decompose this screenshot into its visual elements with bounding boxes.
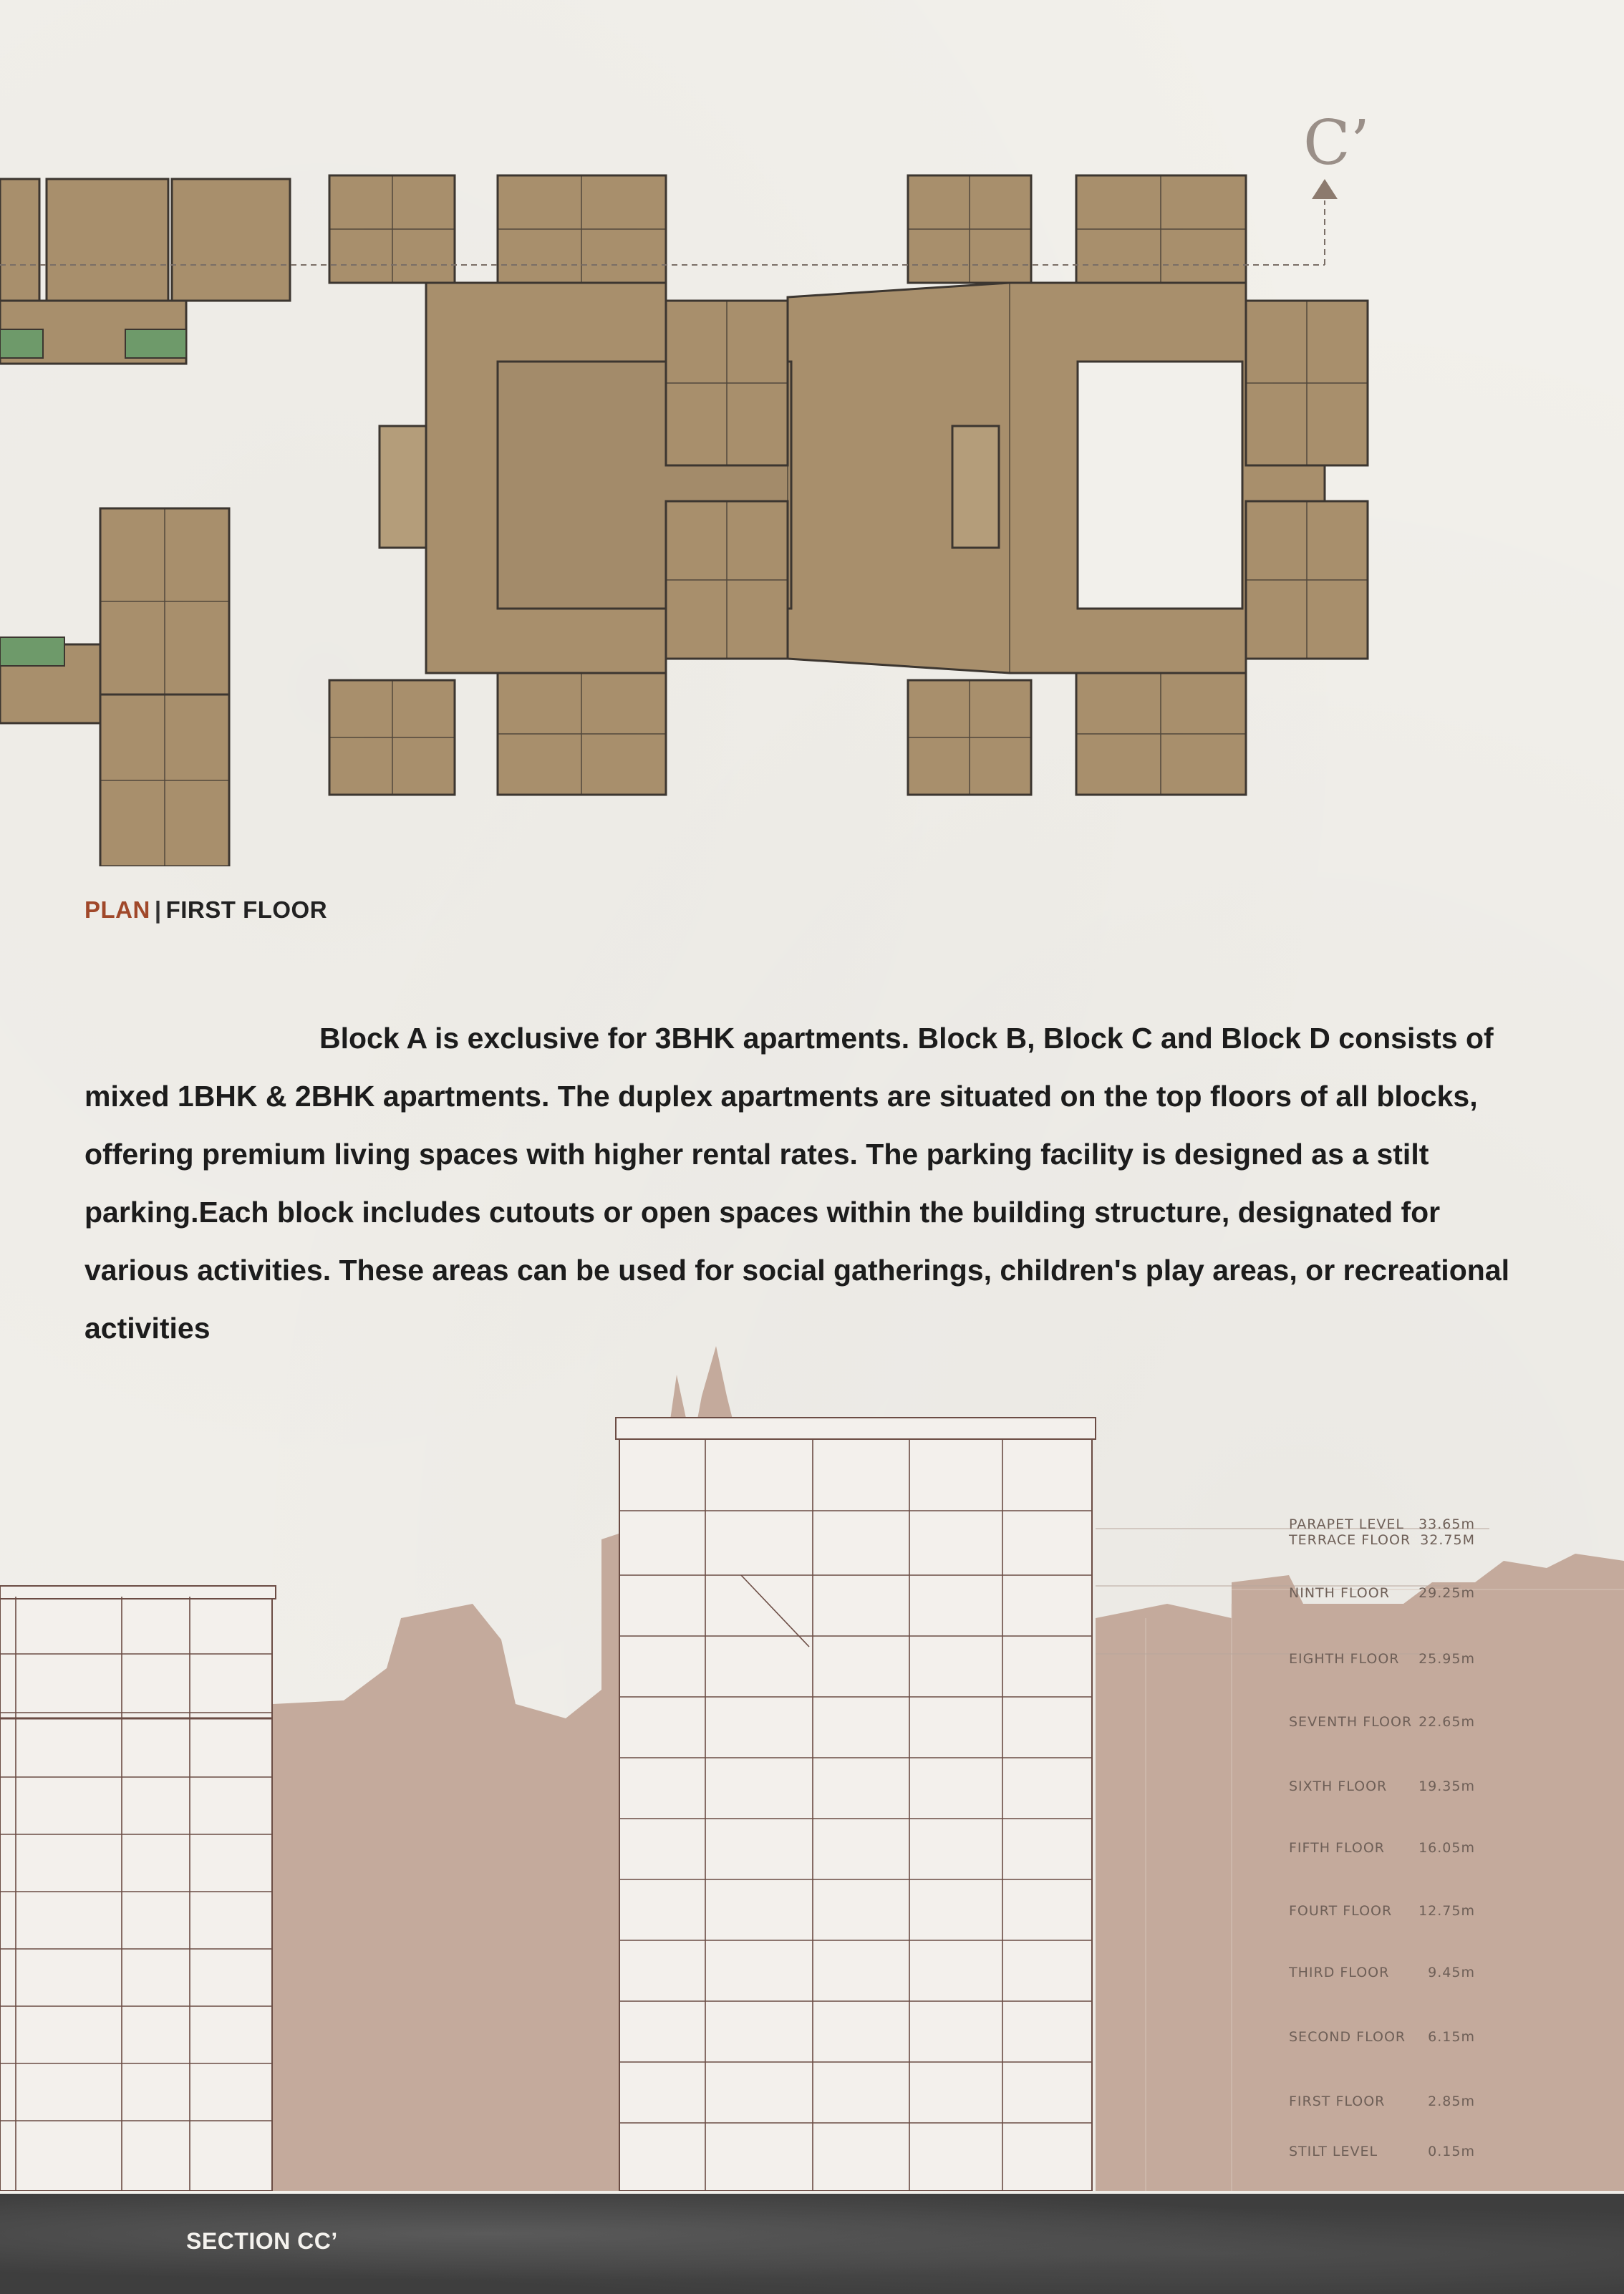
- level-name: SIXTH FLOOR: [1289, 1778, 1388, 1794]
- level-name: SECOND FLOOR: [1289, 2029, 1406, 2045]
- level-label: [1289, 2029, 1525, 2045]
- level-height: 6.15m: [1428, 2029, 1475, 2045]
- level-height: 0.15m: [1428, 2144, 1475, 2159]
- plan-stair-core: [380, 426, 426, 548]
- level-height: 9.45m: [1428, 1965, 1475, 1980]
- plan-caption-floor: FIRST FLOOR: [165, 896, 328, 923]
- plan-landscape-strip: [125, 329, 186, 358]
- level-height: 33.65m: [1418, 1516, 1475, 1532]
- level-label: [1289, 1585, 1525, 1601]
- level-label: [1289, 1516, 1525, 1532]
- section-arrow-icon: [1312, 179, 1338, 199]
- section-caption: SECTION CC’: [186, 2228, 338, 2254]
- plan-stair-core: [952, 426, 999, 548]
- description-paragraph: Block A is exclusive for 3BHK apartments. Block B, Block C and Block D consists of mixed 1BHK & 2BHK apartments. The duplex apartments are situated on the top floors of all blocks, offering premium living spaces with higher rental rates. The parking facility is designed as a stilt parking.Each block includes cutouts or open spaces within the building structure, designated for various activities. These areas can be used for social gatherings, children's play areas, or recreational activities: [84, 1022, 1509, 1345]
- level-name: EIGHTH FLOOR: [1289, 1651, 1400, 1667]
- level-name: SEVENTH FLOOR: [1289, 1714, 1413, 1730]
- caption-separator: |: [154, 896, 162, 923]
- level-height: 22.65m: [1418, 1714, 1475, 1730]
- level-name: NINTH FLOOR: [1289, 1585, 1390, 1601]
- level-height: 29.25m: [1418, 1585, 1475, 1601]
- level-name: FOURT FLOOR: [1289, 1903, 1393, 1919]
- plan-caption-accent: PLAN: [84, 896, 150, 923]
- level-label: [1289, 1532, 1525, 1548]
- central-building-section: [616, 1418, 1096, 2191]
- section-marker-label: C’: [1303, 107, 1371, 179]
- level-label: [1289, 1965, 1525, 1980]
- level-label: [1289, 1778, 1525, 1794]
- level-label: [1289, 2144, 1525, 2159]
- plan-unit: [0, 179, 39, 301]
- left-building-section: [0, 1586, 276, 2191]
- level-label: [1289, 2094, 1525, 2109]
- level-name: PARAPET LEVEL: [1289, 1516, 1404, 1532]
- level-height: 12.75m: [1418, 1903, 1475, 1919]
- level-name: FIFTH FLOOR: [1289, 1840, 1386, 1856]
- level-name: THIRD FLOOR: [1289, 1965, 1390, 1980]
- plan-unit: [172, 179, 290, 301]
- level-label: [1289, 1714, 1525, 1730]
- level-height: 19.35m: [1418, 1778, 1475, 1794]
- level-annotations: [1289, 1516, 1525, 2204]
- plan-unit: [47, 179, 168, 301]
- level-name: FIRST FLOOR: [1289, 2094, 1386, 2109]
- level-label: [1289, 1903, 1525, 1919]
- plan-landscape-strip: [0, 637, 64, 666]
- level-height: 16.05m: [1418, 1840, 1475, 1856]
- level-label: [1289, 1651, 1525, 1667]
- plan-open-cutout: [1078, 362, 1242, 609]
- plan-landscape-strip: [0, 329, 43, 358]
- first-floor-plan: [0, 107, 1624, 866]
- level-height: 2.85m: [1428, 2094, 1475, 2109]
- level-height: 32.75M: [1420, 1532, 1475, 1548]
- level-name: TERRACE FLOOR: [1289, 1532, 1411, 1548]
- level-label: [1289, 1840, 1525, 1856]
- plan-caption: [84, 896, 327, 924]
- level-name: STILT LEVEL: [1289, 2144, 1378, 2159]
- level-height: 25.95m: [1418, 1651, 1475, 1667]
